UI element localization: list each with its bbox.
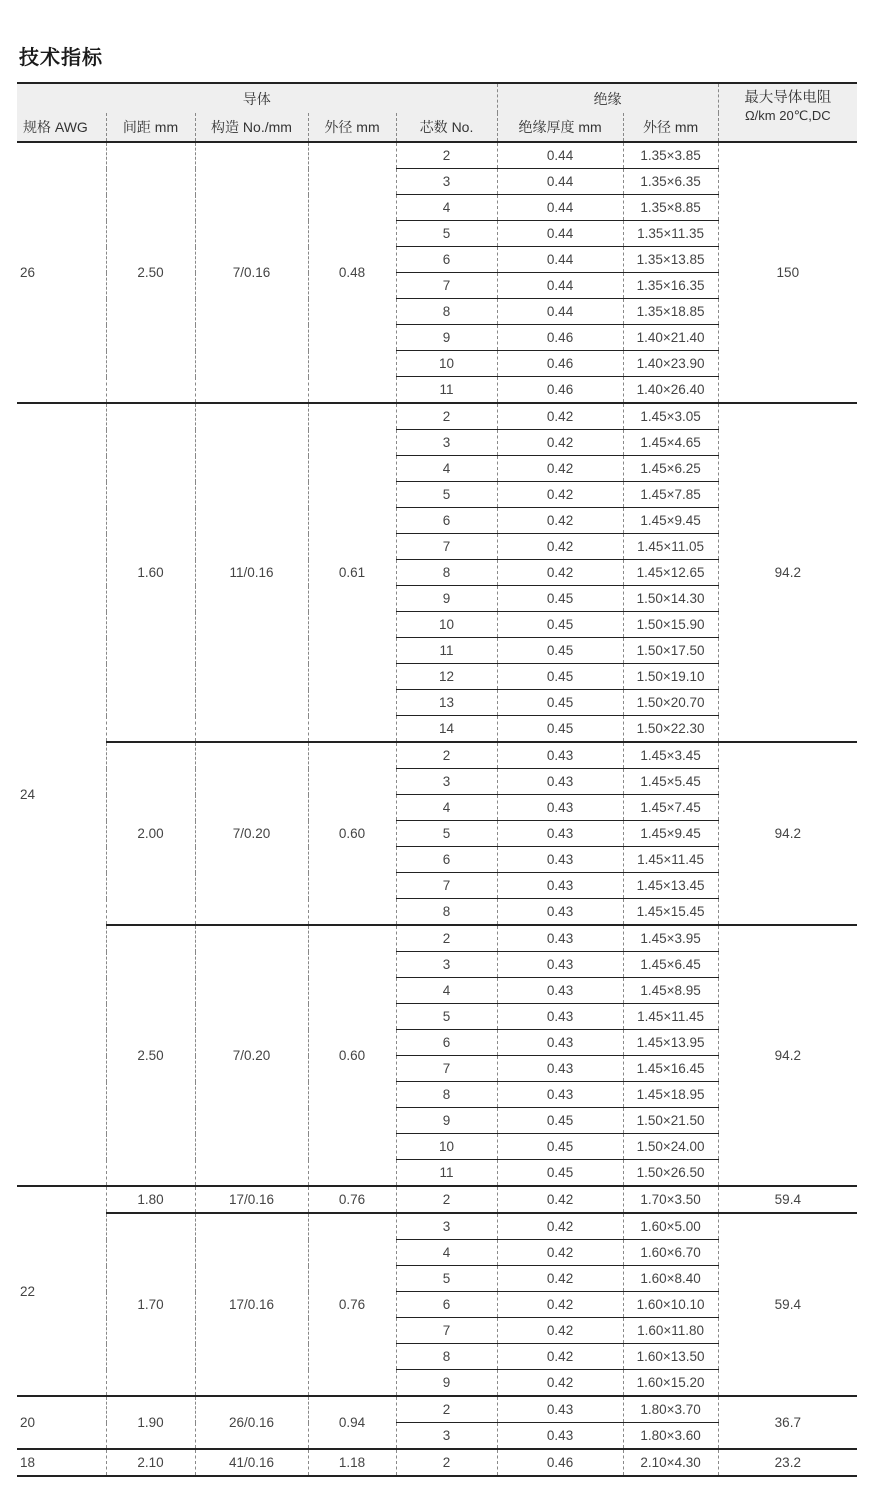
- conductor-od-cell: 0.94: [308, 1396, 396, 1449]
- header-resistance: [718, 83, 857, 142]
- cores-cell: 2: [396, 1396, 497, 1423]
- insulation-thickness-cell: 0.45: [497, 638, 623, 664]
- insulation-thickness-cell: 0.42: [497, 456, 623, 482]
- structure-cell: 41/0.16: [195, 1449, 308, 1476]
- insulation-od-cell: 1.50×14.30: [623, 586, 718, 612]
- structure-cell: 26/0.16: [195, 1396, 308, 1449]
- insulation-thickness-cell: 0.43: [497, 795, 623, 821]
- insulation-thickness-cell: 0.44: [497, 221, 623, 247]
- insulation-thickness-cell: 0.42: [497, 1186, 623, 1213]
- cores-cell: 13: [396, 690, 497, 716]
- insulation-od-cell: 1.60×6.70: [623, 1240, 718, 1266]
- cores-cell: 2: [396, 925, 497, 952]
- insulation-od-cell: 1.50×24.00: [623, 1134, 718, 1160]
- insulation-od-cell: 1.50×22.30: [623, 716, 718, 743]
- conductor-od-cell: 0.48: [308, 142, 396, 403]
- cores-cell: 6: [396, 1292, 497, 1318]
- insulation-thickness-cell: 0.42: [497, 1344, 623, 1370]
- cores-cell: 3: [396, 169, 497, 195]
- cores-cell: 10: [396, 351, 497, 377]
- header-awg: 规格 AWG: [17, 113, 106, 142]
- insulation-thickness-cell: 0.42: [497, 430, 623, 456]
- header-resistance-unit: Ω/km 20℃,DC: [744, 108, 831, 123]
- insulation-od-cell: 1.45×13.45: [623, 873, 718, 899]
- insulation-thickness-cell: 0.42: [497, 403, 623, 430]
- insulation-thickness-cell: 0.45: [497, 586, 623, 612]
- structure-cell: 17/0.16: [195, 1186, 308, 1213]
- insulation-od-cell: 1.45×8.95: [623, 978, 718, 1004]
- insulation-od-cell: 1.45×4.65: [623, 430, 718, 456]
- resistance-cell: 94.2: [718, 742, 857, 925]
- insulation-thickness-cell: 0.43: [497, 847, 623, 873]
- cores-cell: 7: [396, 534, 497, 560]
- cores-cell: 3: [396, 1423, 497, 1450]
- cores-cell: 10: [396, 612, 497, 638]
- table-row: [17, 403, 857, 430]
- insulation-od-cell: 1.35×3.85: [623, 142, 718, 169]
- pitch-cell: 1.80: [106, 1186, 195, 1213]
- insulation-thickness-cell: 0.43: [497, 821, 623, 847]
- cores-cell: 2: [396, 142, 497, 169]
- table-row: [17, 1449, 857, 1476]
- pitch-cell: 1.70: [106, 1213, 195, 1396]
- cores-cell: 9: [396, 1370, 497, 1397]
- insulation-od-cell: 1.35×13.85: [623, 247, 718, 273]
- cores-cell: 8: [396, 1344, 497, 1370]
- cores-cell: 8: [396, 299, 497, 325]
- insulation-thickness-cell: 0.44: [497, 273, 623, 299]
- cores-cell: 10: [396, 1134, 497, 1160]
- resistance-cell: 23.2: [718, 1449, 857, 1476]
- insulation-od-cell: 1.60×8.40: [623, 1266, 718, 1292]
- insulation-thickness-cell: 0.44: [497, 142, 623, 169]
- header-od: 外径 mm: [308, 113, 396, 142]
- insulation-od-cell: 1.60×11.80: [623, 1318, 718, 1344]
- insulation-od-cell: 1.50×15.90: [623, 612, 718, 638]
- header-structure: 构造 No./mm: [195, 113, 308, 142]
- insulation-od-cell: 1.50×20.70: [623, 690, 718, 716]
- pitch-cell: 1.90: [106, 1396, 195, 1449]
- spec-table: [17, 82, 857, 1477]
- cores-cell: 11: [396, 377, 497, 404]
- insulation-od-cell: 1.40×26.40: [623, 377, 718, 404]
- cores-cell: 2: [396, 742, 497, 769]
- structure-cell: 7/0.20: [195, 742, 308, 925]
- awg-cell: 20: [17, 1396, 106, 1449]
- insulation-od-cell: 1.60×15.20: [623, 1370, 718, 1397]
- insulation-od-cell: 1.45×5.45: [623, 769, 718, 795]
- resistance-cell: 94.2: [718, 403, 857, 742]
- insulation-od-cell: 1.40×21.40: [623, 325, 718, 351]
- insulation-thickness-cell: 0.44: [497, 247, 623, 273]
- header-cores: 芯数 No.: [396, 113, 497, 142]
- cores-cell: 2: [396, 1449, 497, 1476]
- insulation-od-cell: 1.35×8.85: [623, 195, 718, 221]
- insulation-thickness-cell: 0.43: [497, 925, 623, 952]
- insulation-od-cell: 1.45×7.45: [623, 795, 718, 821]
- insulation-thickness-cell: 0.42: [497, 508, 623, 534]
- conductor-od-cell: 0.61: [308, 403, 396, 742]
- insulation-od-cell: 1.45×11.45: [623, 1004, 718, 1030]
- resistance-cell: 59.4: [718, 1186, 857, 1213]
- cores-cell: 9: [396, 325, 497, 351]
- insulation-thickness-cell: 0.42: [497, 560, 623, 586]
- insulation-thickness-cell: 0.43: [497, 742, 623, 769]
- cores-cell: 8: [396, 899, 497, 926]
- conductor-od-cell: 0.60: [308, 742, 396, 925]
- pitch-cell: 2.10: [106, 1449, 195, 1476]
- insulation-thickness-cell: 0.43: [497, 769, 623, 795]
- insulation-thickness-cell: 0.46: [497, 1449, 623, 1476]
- cores-cell: 6: [396, 247, 497, 273]
- cores-cell: 2: [396, 403, 497, 430]
- insulation-od-cell: 1.50×19.10: [623, 664, 718, 690]
- insulation-od-cell: 1.35×6.35: [623, 169, 718, 195]
- insulation-thickness-cell: 0.46: [497, 325, 623, 351]
- insulation-thickness-cell: 0.45: [497, 1134, 623, 1160]
- insulation-thickness-cell: 0.43: [497, 1396, 623, 1423]
- insulation-od-cell: 1.80×3.70: [623, 1396, 718, 1423]
- header-conductor: 导体: [17, 83, 497, 113]
- insulation-thickness-cell: 0.45: [497, 1108, 623, 1134]
- cores-cell: 3: [396, 769, 497, 795]
- header-ins-od: 外径 mm: [623, 113, 718, 142]
- cores-cell: 4: [396, 795, 497, 821]
- insulation-od-cell: 1.45×15.45: [623, 899, 718, 926]
- insulation-thickness-cell: 0.46: [497, 377, 623, 404]
- pitch-cell: 2.50: [106, 925, 195, 1186]
- insulation-od-cell: 1.45×9.45: [623, 508, 718, 534]
- insulation-thickness-cell: 0.45: [497, 690, 623, 716]
- insulation-thickness-cell: 0.44: [497, 299, 623, 325]
- insulation-thickness-cell: 0.43: [497, 978, 623, 1004]
- insulation-thickness-cell: 0.43: [497, 1004, 623, 1030]
- insulation-od-cell: 1.45×18.95: [623, 1082, 718, 1108]
- insulation-od-cell: 1.45×6.45: [623, 952, 718, 978]
- cores-cell: 9: [396, 1108, 497, 1134]
- insulation-od-cell: 1.45×16.45: [623, 1056, 718, 1082]
- cores-cell: 7: [396, 873, 497, 899]
- header-resistance-title: 最大导体电阻: [744, 90, 832, 106]
- structure-cell: 11/0.16: [195, 403, 308, 742]
- page-title: 技术指标: [19, 47, 103, 69]
- insulation-thickness-cell: 0.42: [497, 1266, 623, 1292]
- insulation-od-cell: 1.60×13.50: [623, 1344, 718, 1370]
- insulation-od-cell: 1.45×12.65: [623, 560, 718, 586]
- insulation-thickness-cell: 0.44: [497, 169, 623, 195]
- cores-cell: 5: [396, 1266, 497, 1292]
- cores-cell: 4: [396, 456, 497, 482]
- insulation-thickness-cell: 0.45: [497, 664, 623, 690]
- insulation-od-cell: 1.40×23.90: [623, 351, 718, 377]
- cores-cell: 11: [396, 1160, 497, 1187]
- conductor-od-cell: 0.76: [308, 1213, 396, 1396]
- cores-cell: 11: [396, 638, 497, 664]
- insulation-thickness-cell: 0.46: [497, 351, 623, 377]
- table-row: [17, 1396, 857, 1423]
- cores-cell: 8: [396, 1082, 497, 1108]
- insulation-od-cell: 1.45×11.05: [623, 534, 718, 560]
- cores-cell: 3: [396, 430, 497, 456]
- header-row-top: [17, 83, 857, 113]
- resistance-cell: 94.2: [718, 925, 857, 1186]
- insulation-thickness-cell: 0.43: [497, 1030, 623, 1056]
- header-pitch: 间距 mm: [106, 113, 195, 142]
- cores-cell: 14: [396, 716, 497, 743]
- cores-cell: 9: [396, 586, 497, 612]
- insulation-thickness-cell: 0.42: [497, 1292, 623, 1318]
- insulation-od-cell: 1.45×3.95: [623, 925, 718, 952]
- insulation-thickness-cell: 0.42: [497, 1213, 623, 1240]
- cores-cell: 7: [396, 273, 497, 299]
- insulation-od-cell: 1.45×9.45: [623, 821, 718, 847]
- cores-cell: 5: [396, 221, 497, 247]
- insulation-thickness-cell: 0.43: [497, 1056, 623, 1082]
- cores-cell: 3: [396, 952, 497, 978]
- cores-cell: 6: [396, 847, 497, 873]
- structure-cell: 7/0.20: [195, 925, 308, 1186]
- cores-cell: 5: [396, 1004, 497, 1030]
- cores-cell: 3: [396, 1213, 497, 1240]
- table-row: [17, 142, 857, 169]
- insulation-thickness-cell: 0.45: [497, 1160, 623, 1187]
- insulation-od-cell: 1.50×26.50: [623, 1160, 718, 1187]
- insulation-thickness-cell: 0.43: [497, 1082, 623, 1108]
- insulation-od-cell: 1.35×11.35: [623, 221, 718, 247]
- conductor-od-cell: 0.60: [308, 925, 396, 1186]
- cores-cell: 5: [396, 821, 497, 847]
- insulation-thickness-cell: 0.43: [497, 873, 623, 899]
- cores-cell: 4: [396, 978, 497, 1004]
- insulation-od-cell: 1.70×3.50: [623, 1186, 718, 1213]
- header-insulation: 绝缘: [497, 83, 718, 113]
- insulation-thickness-cell: 0.42: [497, 534, 623, 560]
- insulation-od-cell: 1.45×6.25: [623, 456, 718, 482]
- awg-cell: 26: [17, 142, 106, 403]
- resistance-cell: 150: [718, 142, 857, 403]
- insulation-od-cell: 1.50×17.50: [623, 638, 718, 664]
- insulation-od-cell: 1.60×10.10: [623, 1292, 718, 1318]
- table-row: [17, 1186, 857, 1213]
- insulation-od-cell: 2.10×4.30: [623, 1449, 718, 1476]
- structure-cell: 17/0.16: [195, 1213, 308, 1396]
- insulation-thickness-cell: 0.42: [497, 1370, 623, 1397]
- insulation-thickness-cell: 0.45: [497, 716, 623, 743]
- insulation-od-cell: 1.45×3.45: [623, 742, 718, 769]
- insulation-od-cell: 1.50×21.50: [623, 1108, 718, 1134]
- cores-cell: 4: [396, 195, 497, 221]
- awg-cell: 22: [17, 1186, 106, 1396]
- insulation-thickness-cell: 0.42: [497, 1318, 623, 1344]
- conductor-od-cell: 1.18: [308, 1449, 396, 1476]
- cores-cell: 7: [396, 1318, 497, 1344]
- insulation-od-cell: 1.45×3.05: [623, 403, 718, 430]
- table-row: [17, 925, 857, 952]
- cores-cell: 5: [396, 482, 497, 508]
- header-ins-thick: 绝缘厚度 mm: [497, 113, 623, 142]
- insulation-od-cell: 1.45×13.95: [623, 1030, 718, 1056]
- insulation-od-cell: 1.45×7.85: [623, 482, 718, 508]
- insulation-thickness-cell: 0.43: [497, 1423, 623, 1450]
- cores-cell: 8: [396, 560, 497, 586]
- resistance-cell: 36.7: [718, 1396, 857, 1449]
- structure-cell: 7/0.16: [195, 142, 308, 403]
- insulation-thickness-cell: 0.43: [497, 899, 623, 926]
- pitch-cell: 2.50: [106, 142, 195, 403]
- awg-cell: 24: [17, 403, 106, 1186]
- insulation-od-cell: 1.80×3.60: [623, 1423, 718, 1450]
- insulation-od-cell: 1.45×11.45: [623, 847, 718, 873]
- cores-cell: 12: [396, 664, 497, 690]
- insulation-od-cell: 1.35×18.85: [623, 299, 718, 325]
- conductor-od-cell: 0.76: [308, 1186, 396, 1213]
- pitch-cell: 2.00: [106, 742, 195, 925]
- cores-cell: 7: [396, 1056, 497, 1082]
- insulation-thickness-cell: 0.44: [497, 195, 623, 221]
- cores-cell: 6: [396, 508, 497, 534]
- insulation-thickness-cell: 0.43: [497, 952, 623, 978]
- insulation-thickness-cell: 0.45: [497, 612, 623, 638]
- insulation-thickness-cell: 0.42: [497, 1240, 623, 1266]
- awg-cell: 18: [17, 1449, 106, 1476]
- insulation-od-cell: 1.35×16.35: [623, 273, 718, 299]
- cores-cell: 6: [396, 1030, 497, 1056]
- table-row: [17, 742, 857, 769]
- table-row: [17, 1213, 857, 1240]
- resistance-cell: 59.4: [718, 1213, 857, 1396]
- insulation-thickness-cell: 0.42: [497, 482, 623, 508]
- pitch-cell: 1.60: [106, 403, 195, 742]
- cores-cell: 2: [396, 1186, 497, 1213]
- insulation-od-cell: 1.60×5.00: [623, 1213, 718, 1240]
- spec-table-body: [17, 142, 857, 1476]
- cores-cell: 4: [396, 1240, 497, 1266]
